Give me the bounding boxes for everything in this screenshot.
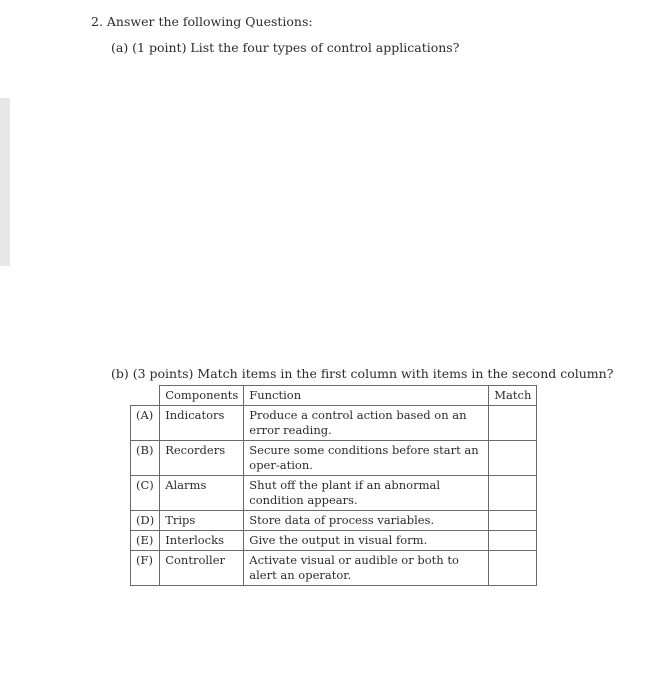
row-function: Activate visual or audible or both to alert an operator. xyxy=(244,551,489,586)
row-match-cell[interactable] xyxy=(489,406,537,441)
question-part-a: (a) (1 point) List the four types of control applications? xyxy=(111,40,460,55)
header-blank-cell xyxy=(131,386,160,406)
table-row xyxy=(131,531,537,551)
header-function: Function xyxy=(244,386,489,406)
row-match-cell[interactable] xyxy=(489,511,537,531)
header-components: Components xyxy=(160,386,244,406)
row-component: Indicators xyxy=(160,406,244,441)
table-row xyxy=(131,406,537,441)
table-row xyxy=(131,441,537,476)
row-match-cell[interactable] xyxy=(489,531,537,551)
table-row xyxy=(131,551,537,586)
row-function: Secure some conditions before start an oper-ation. xyxy=(244,441,489,476)
header-match: Match xyxy=(489,386,537,406)
row-match-cell[interactable] xyxy=(489,551,537,586)
row-component: Interlocks xyxy=(160,531,244,551)
row-component: Trips xyxy=(160,511,244,531)
row-label: (A) xyxy=(131,406,160,441)
row-function: Shut off the plant if an abnormal condition appears. xyxy=(244,476,489,511)
row-component: Recorders xyxy=(160,441,244,476)
row-function: Produce a control action based on an error reading. xyxy=(244,406,489,441)
row-function: Give the output in visual form. xyxy=(244,531,489,551)
matching-table xyxy=(130,385,537,586)
question-part-b: (b) (3 points) Match items in the first column with items in the second column? xyxy=(111,366,614,381)
row-component: Alarms xyxy=(160,476,244,511)
row-component: Controller xyxy=(160,551,244,586)
question-title: 2. Answer the following Questions: xyxy=(91,14,313,29)
row-function: Store data of process variables. xyxy=(244,511,489,531)
row-label: (C) xyxy=(131,476,160,511)
table-header-row xyxy=(131,386,537,406)
table-row xyxy=(131,511,537,531)
table-row xyxy=(131,476,537,511)
row-label: (F) xyxy=(131,551,160,586)
row-match-cell[interactable] xyxy=(489,441,537,476)
row-match-cell[interactable] xyxy=(489,476,537,511)
row-label: (D) xyxy=(131,511,160,531)
scrollbar[interactable] xyxy=(0,98,10,266)
row-label: (B) xyxy=(131,441,160,476)
row-label: (E) xyxy=(131,531,160,551)
